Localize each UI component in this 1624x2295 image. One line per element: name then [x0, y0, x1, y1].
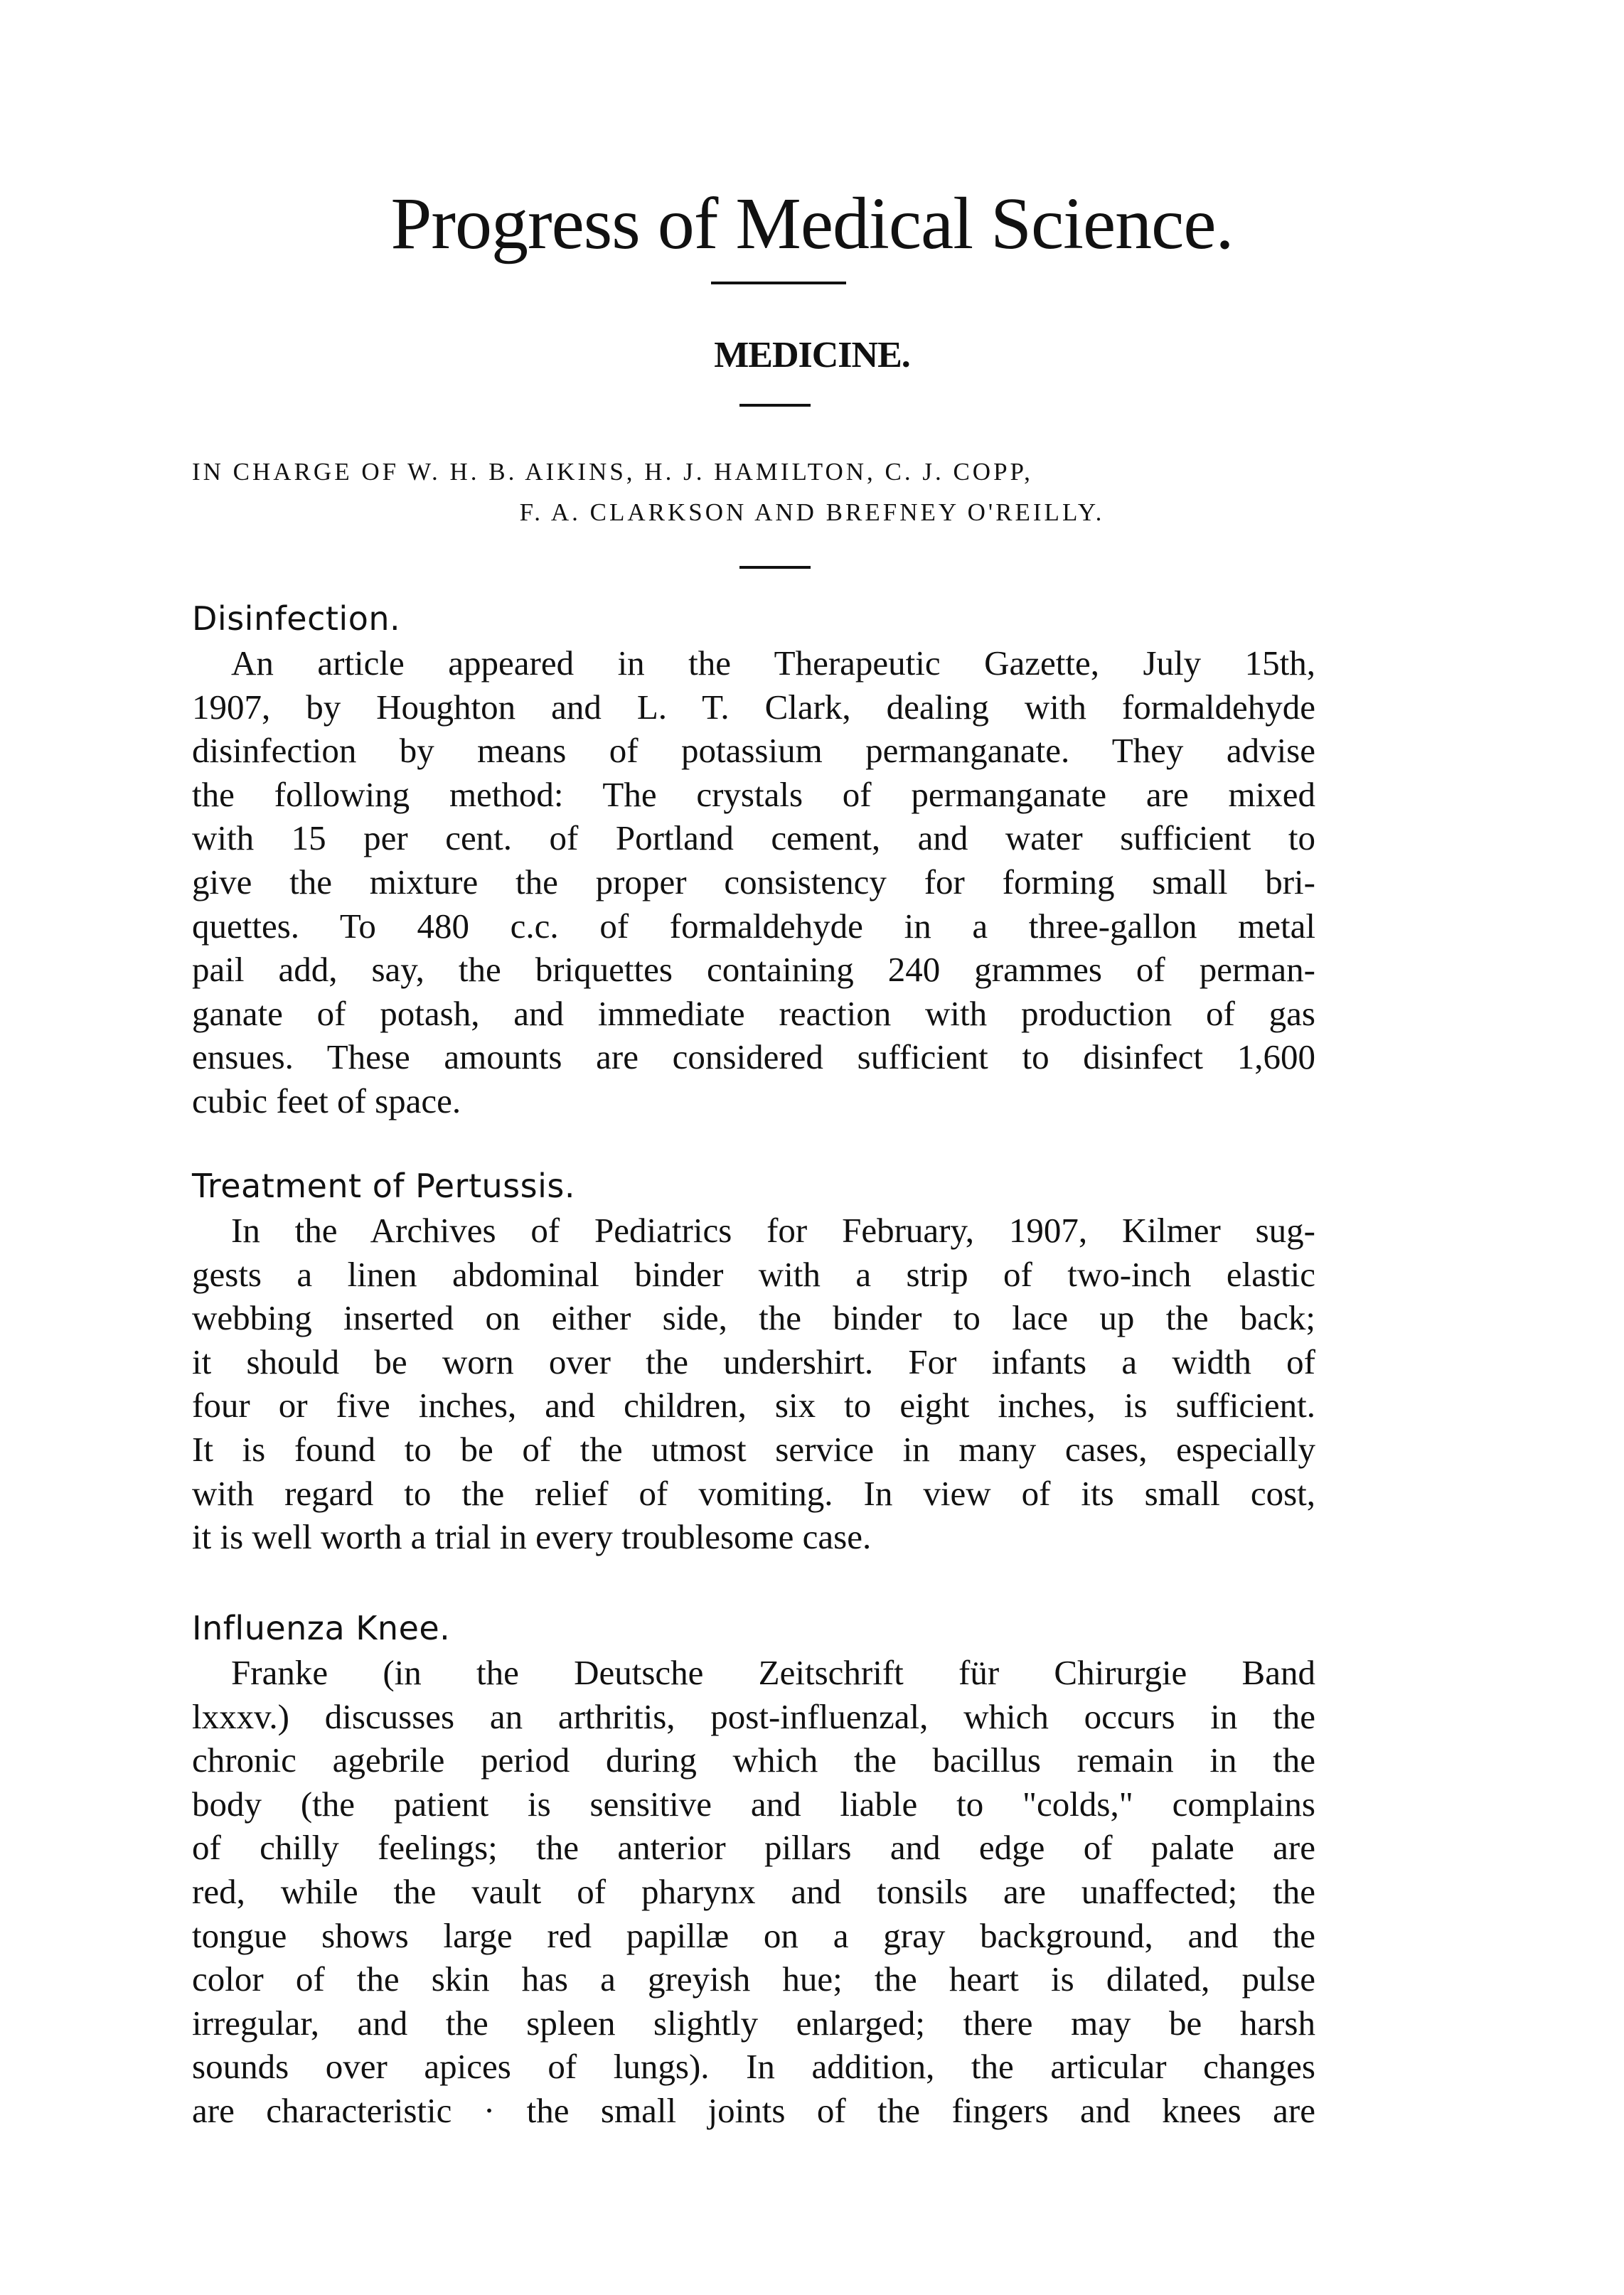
text-line: it is well worth a trial in every troublesome case. — [192, 1517, 872, 1557]
charge-line-2: F. A. CLARKSON AND BREFNEY O'REILLY. — [519, 498, 1105, 526]
text-line: pail add, say, the briquettes containing 240 grammes of perman- — [192, 950, 1315, 990]
section-title: MEDICINE. — [714, 335, 910, 375]
text-line: lxxxv.) discusses an arthritis, post-influenzal, which occurs in the — [192, 1696, 1315, 1736]
text-line: body (the patient is sensitive and liable to "colds," complains — [192, 1784, 1315, 1824]
text-line: chronic agebrile period during which the bacillus remain in the — [192, 1740, 1315, 1780]
text-line: ensues. These amounts are considered sufficient to disinfect 1,600 — [192, 1037, 1315, 1077]
title-rule — [711, 282, 846, 284]
text-line: it should be worn over the undershirt. For infants a width of — [192, 1342, 1315, 1381]
text-line: sounds over apices of lungs). In addition, the articular changes — [192, 2047, 1315, 2087]
charge-line-1: IN CHARGE OF W. H. B. AIKINS, H. J. HAMILTON, C. J. COPP, — [192, 458, 1033, 486]
article-paragraph — [192, 1209, 1315, 1559]
text-line: disinfection by means of potassium permanganate. They advise — [192, 731, 1315, 771]
text-line: the following method: The crystals of permanganate are mixed — [192, 774, 1315, 814]
article-heading: Treatment of Pertussis. — [192, 1167, 575, 1205]
section-rule — [739, 404, 811, 407]
text-line: four or five inches, and children, six to eight inches, is sufficient. — [192, 1386, 1315, 1425]
text-line: with 15 per cent. of Portland cement, and water sufficient to — [192, 818, 1315, 858]
text-line: color of the skin has a greyish hue; the heart is dilated, pulse — [192, 1959, 1315, 1999]
text-line: are characteristic · the small joints of the fingers and knees are — [192, 2090, 1315, 2130]
text-line: give the mixture the proper consistency for forming small bri- — [192, 862, 1315, 902]
text-line: 1907, by Houghton and L. T. Clark, dealing with formaldehyde — [192, 687, 1315, 727]
page-title: Progress of Medical Science. — [390, 183, 1234, 264]
text-line: It is found to be of the utmost service in many cases, especially — [192, 1429, 1315, 1469]
article-heading: Disinfection. — [192, 599, 401, 638]
charge-rule — [739, 566, 811, 569]
text-line: An article appeared in the Therapeutic Gazette, July 15th, — [231, 643, 1315, 683]
text-line: gests a linen abdominal binder with a strip of two-inch elastic — [192, 1254, 1315, 1294]
text-line: tongue shows large red papillæ on a gray background, and the — [192, 1915, 1315, 1955]
text-line: irregular, and the spleen slightly enlarged; there may be harsh — [192, 2003, 1315, 2043]
article-paragraph — [192, 1651, 1315, 2133]
text-line: of chilly feelings; the anterior pillars and edge of palate are — [192, 1828, 1315, 1868]
text-line: Franke (in the Deutsche Zeitschrift für Chirurgie Band — [231, 1653, 1315, 1692]
article-heading: Influenza Knee. — [192, 1609, 451, 1647]
text-line: In the Archives of Pediatrics for February, 1907, Kilmer sug- — [231, 1211, 1315, 1250]
text-line: quettes. To 480 c.c. of formaldehyde in a three-gallon metal — [192, 906, 1315, 946]
text-line: ganate of potash, and immediate reaction with production of gas — [192, 993, 1315, 1033]
text-line: cubic feet of space. — [192, 1081, 461, 1120]
article-paragraph — [192, 641, 1315, 1123]
text-line: webbing inserted on either side, the binder to lace up the back; — [192, 1298, 1315, 1338]
text-line: red, while the vault of pharynx and tonsils are unaffected; the — [192, 1871, 1315, 1911]
text-line: with regard to the relief of vomiting. In view of its small cost, — [192, 1473, 1315, 1513]
